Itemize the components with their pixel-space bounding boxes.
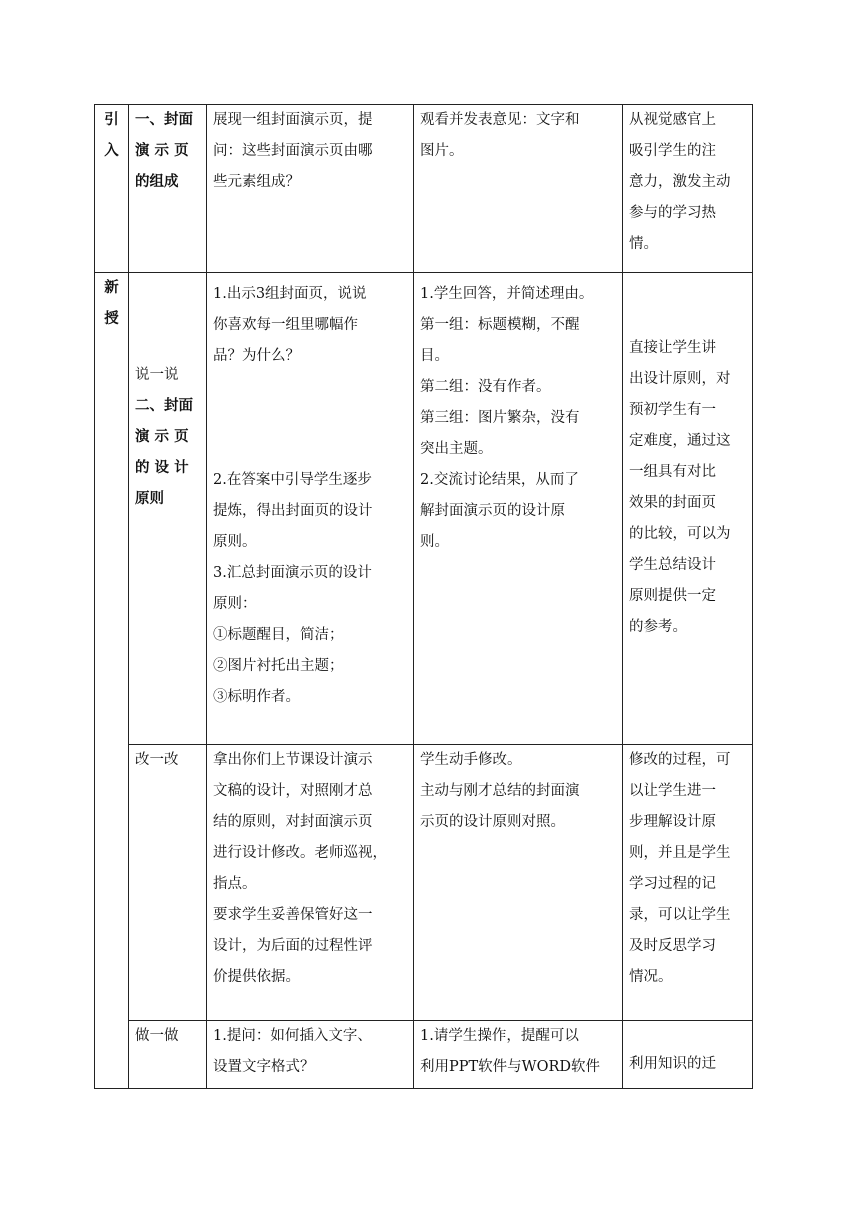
text-line: 主动与刚才总结的封面演 <box>420 783 580 799</box>
text-line: 意力，激发主动 <box>629 174 731 190</box>
design-intent <box>623 745 753 1021</box>
teacher-activity <box>207 105 414 273</box>
text-line: 定难度，通过这 <box>629 433 731 449</box>
text-line: 要求学生妥善保管好这一 <box>213 907 373 923</box>
row-intro <box>95 105 753 273</box>
spacer <box>213 372 407 465</box>
text-line: 文稿的设计，对照刚才总 <box>213 783 373 799</box>
text-line: 一组具有对比 <box>629 464 716 480</box>
text-line: 2.交流讨论结果，从而了 <box>420 472 579 488</box>
row-shuo <box>95 273 753 745</box>
text-line: 原则。 <box>213 534 257 550</box>
text-line: 预初学生有一 <box>629 402 716 418</box>
text-line: 1.提问：如何插入文字、 <box>213 1028 372 1044</box>
text-line: 直接让学生讲 <box>629 340 716 356</box>
section-cover-composition <box>129 105 207 273</box>
text-line: 情。 <box>629 236 658 252</box>
design-intent <box>623 1021 753 1089</box>
category-char: 引入 <box>104 112 119 159</box>
text-line: ②图片衬托出主题； <box>213 658 344 674</box>
section-design-principles <box>129 273 207 745</box>
section-line: 一、封面 <box>135 112 193 128</box>
text-line: 原则： <box>213 596 257 612</box>
section-line: 演 示 页 <box>135 143 189 159</box>
text-line: 设置文字格式？ <box>213 1059 315 1075</box>
text-line: 以让学生进一 <box>629 783 716 799</box>
text-line: 1.出示3组封面页，说说 <box>213 286 367 302</box>
text-line: 利用知识的迁 <box>629 1056 716 1072</box>
text-line: 提炼，得出封面页的设计 <box>213 503 373 519</box>
text-line: 修改的过程，可 <box>629 752 731 768</box>
text-line: 情况。 <box>629 969 673 985</box>
text-line: 参与的学习热 <box>629 205 716 221</box>
text-line: 展现一组封面演示页，提 <box>213 112 373 128</box>
teacher-activity <box>207 273 414 745</box>
lesson-plan-table <box>94 104 753 1089</box>
text-line: 效果的封面页 <box>629 495 716 511</box>
student-activity <box>414 105 623 273</box>
activity-label: 改一改 <box>135 752 179 768</box>
text-line: 1.请学生操作，提醒可以 <box>420 1028 579 1044</box>
text-line: 利用PPT软件与WORD软件 <box>420 1059 601 1075</box>
text-line: 2.在答案中引导学生逐步 <box>213 472 372 488</box>
activity-cell <box>129 745 207 1021</box>
section-line: 的 设 计 <box>135 460 189 476</box>
section-line: 演 示 页 <box>135 429 189 445</box>
design-intent <box>623 105 753 273</box>
text-line: 1.学生回答，并简述理由。 <box>420 286 594 302</box>
row-gai <box>95 745 753 1021</box>
student-activity <box>414 1021 623 1089</box>
text-line: 原则提供一定 <box>629 588 716 604</box>
text-line: 从视觉感官上 <box>629 112 716 128</box>
text-line: 价提供依据。 <box>213 969 300 985</box>
text-line: 的比较，可以为 <box>629 526 731 542</box>
text-line: 则。 <box>420 534 449 550</box>
text-line: 3.汇总封面演示页的设计 <box>213 565 372 581</box>
text-line: 图片。 <box>420 143 464 159</box>
text-line: 突出主题。 <box>420 441 493 457</box>
text-line: 进行设计修改。老师巡视， <box>213 845 387 861</box>
category-new <box>95 273 129 1089</box>
text-line: 的参考。 <box>629 619 687 635</box>
activity-label: 说一说 <box>135 367 179 383</box>
text-line: 些元素组成？ <box>213 174 300 190</box>
text-line: 及时反思学习 <box>629 938 716 954</box>
student-activity <box>414 273 623 745</box>
text-line: 学生动手修改。 <box>420 752 522 768</box>
design-intent <box>623 273 753 745</box>
activity-label: 做一做 <box>135 1028 179 1044</box>
text-line: 第一组：标题模糊，不醒 <box>420 317 580 333</box>
text-line: 设计，为后面的过程性评 <box>213 938 373 954</box>
row-zuo <box>95 1021 753 1089</box>
text-line: 步理解设计原 <box>629 814 716 830</box>
teacher-activity <box>207 745 414 1021</box>
section-line: 二、封面 <box>135 398 193 414</box>
student-activity <box>414 745 623 1021</box>
text-line: 解封面演示页的设计原 <box>420 503 565 519</box>
text-line: 问：这些封面演示页由哪 <box>213 143 373 159</box>
text-line: 则，并且是学生 <box>629 845 731 861</box>
spacer <box>629 1021 746 1049</box>
text-line: 指点。 <box>213 876 257 892</box>
text-line: ③标明作者。 <box>213 689 300 705</box>
text-line: 目。 <box>420 348 449 364</box>
activity-cell <box>129 1021 207 1089</box>
text-line: 第三组：图片繁杂，没有 <box>420 410 580 426</box>
text-line: 品？为什么？ <box>213 348 300 364</box>
text-line: 录，可以让学生 <box>629 907 731 923</box>
text-line: ①标题醒目，简洁； <box>213 627 344 643</box>
text-line: 拿出你们上节课设计演示 <box>213 752 373 768</box>
text-line: 你喜欢每一组里哪幅作 <box>213 317 358 333</box>
text-line: 吸引学生的注 <box>629 143 716 159</box>
section-line: 原则 <box>135 491 164 507</box>
text-line: 示页的设计原则对照。 <box>420 814 565 830</box>
text-line: 学习过程的记 <box>629 876 716 892</box>
text-line: 学生总结设计 <box>629 557 716 573</box>
category-intro <box>95 105 129 273</box>
text-line: 出设计原则，对 <box>629 371 731 387</box>
text-line: 观看并发表意见：文字和 <box>420 112 580 128</box>
text-line: 结的原则，对封面演示页 <box>213 814 373 830</box>
category-char: 新授 <box>104 280 119 327</box>
text-line: 第二组：没有作者。 <box>420 379 551 395</box>
teacher-activity <box>207 1021 414 1089</box>
section-line: 的组成 <box>135 174 179 190</box>
